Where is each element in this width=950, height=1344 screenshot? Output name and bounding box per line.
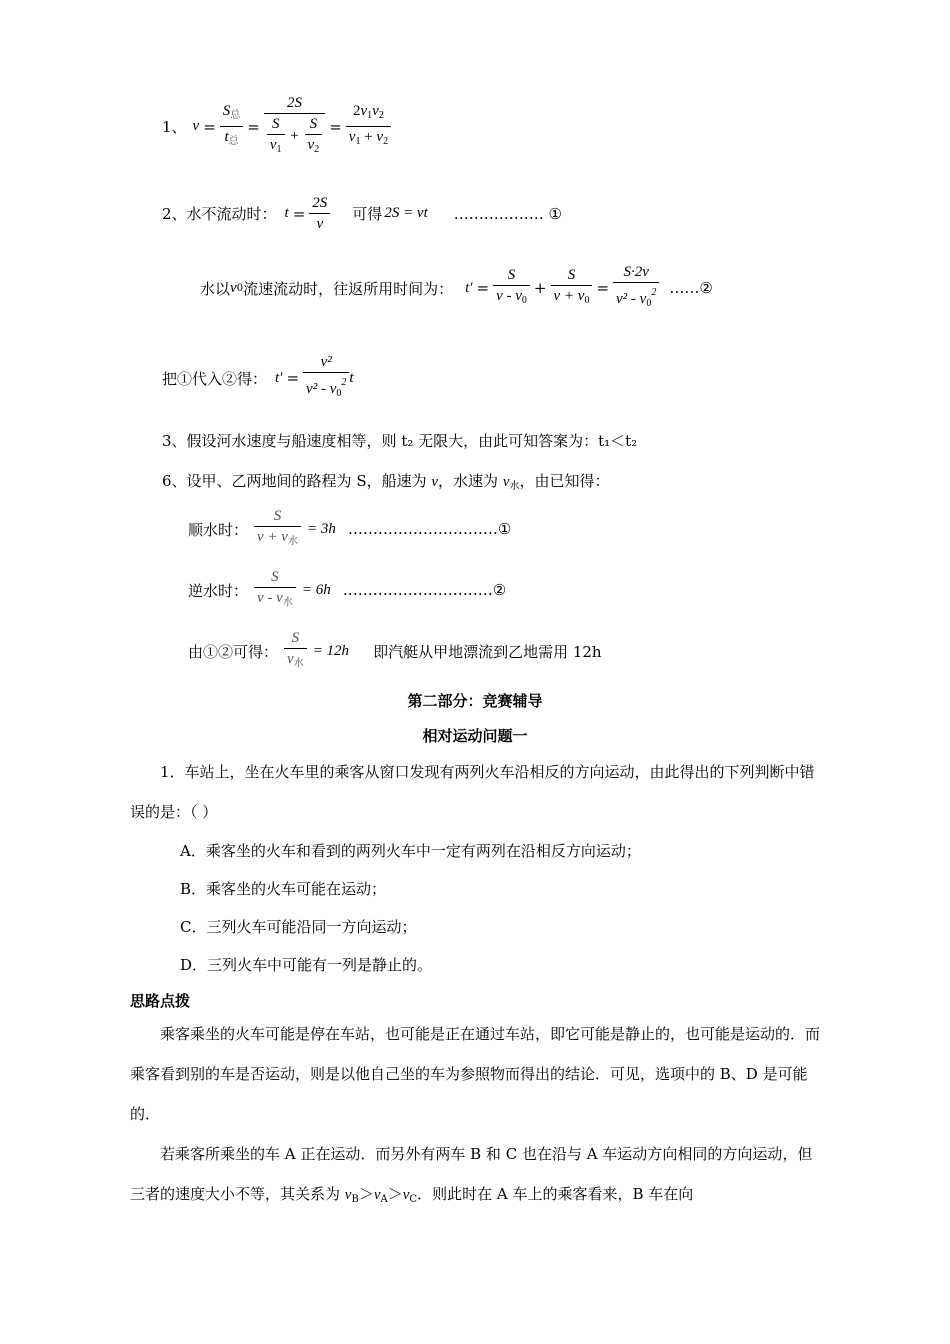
option-b: B．乘客坐的火车可能在运动； [180, 880, 387, 898]
sub-1: 1 [367, 110, 373, 121]
var-v: v [402, 1187, 410, 1203]
equation-marker-2: …………………………② [342, 581, 507, 599]
rhs: = 6h [301, 581, 331, 598]
fraction [254, 506, 301, 552]
equals: = [286, 369, 300, 387]
denominator: v² - v [306, 381, 337, 397]
fraction-2s-over-v [309, 193, 330, 234]
fraction-s-over-t [220, 101, 244, 152]
formula-2c [162, 352, 354, 404]
sub-b: B [351, 1194, 359, 1205]
text-kede: 可得 [352, 205, 383, 223]
equation-result [188, 628, 602, 674]
var-v: v [269, 137, 277, 153]
sub-1: 1 [276, 144, 282, 155]
numerator-2s: 2S [264, 93, 325, 114]
denominator: v [287, 651, 294, 667]
sub-zong: 总 [228, 136, 239, 147]
equals: = [292, 204, 306, 223]
formula-2 [162, 193, 562, 234]
sub-shui: 水 [282, 597, 293, 608]
var-v: v [192, 118, 200, 134]
formula-1 [162, 93, 391, 160]
equals: = [247, 117, 260, 136]
equation-2s-vt: 2S = vt [384, 205, 428, 221]
rhs: = 12h [312, 642, 350, 659]
gt: ＞ [358, 1185, 374, 1203]
numerator: S [254, 567, 296, 588]
sub-1: 1 [355, 136, 361, 147]
option-a: A．乘客坐的火车和看到的两列火车中一定有两列在沿相反方向运动； [180, 842, 641, 860]
question-1-stem: 1．车站上，坐在火车里的乘客从窗口发现有两列火车沿相反的方向运动，由此得出的下列判断中错误的是：（ ） [130, 763, 815, 821]
rhs: = 3h [306, 520, 336, 537]
var-t: t [284, 205, 289, 221]
text: 水以 [200, 279, 231, 298]
numerator: S [284, 628, 307, 649]
var-v: v [230, 279, 237, 296]
text: 把①代入②得： [162, 369, 268, 388]
equation-marker-1: ……………… ① [453, 204, 562, 223]
hint-title: 思路点拨 [130, 992, 191, 1010]
text: 流速流动时，往返所用时间为： [243, 279, 454, 298]
equals: = [596, 279, 610, 297]
numerator: S·2v [613, 262, 659, 283]
text: ，由已知得： [519, 472, 610, 490]
denominator: v² - v [616, 291, 647, 307]
equals: = [203, 117, 216, 136]
var-s: S [267, 114, 285, 135]
var-v: v [344, 1187, 352, 1203]
fraction-s-over-v-plus-v0 [551, 265, 593, 311]
var-t: t [349, 369, 354, 386]
fraction-2v1v2 [346, 101, 391, 152]
fraction-s2v: $\frac{S\cdot 2v}{v^2 - v_0^2}$ [613, 262, 659, 314]
numerator: S [254, 506, 301, 527]
text: ．则此时在 A 车上的乘客看来，B 车在向 [417, 1185, 694, 1203]
gt: ＞ [387, 1185, 403, 1203]
denominator: v - v [496, 288, 522, 304]
numerator: S [493, 265, 530, 286]
section-heading: 第二部分：竞赛辅导 [407, 692, 543, 710]
coef-2: 2 [353, 103, 361, 119]
sub-a: A [380, 1194, 388, 1205]
option-c: C．三列火车可能沿同一方向运动； [180, 918, 417, 936]
denominator: v + v [553, 288, 585, 304]
sub-shui: 水 [293, 658, 304, 669]
numerator: v² [303, 352, 349, 373]
equation-upstream [188, 567, 506, 613]
topic-heading: 相对运动问题一 [422, 727, 528, 745]
var-t-prime: t′ [465, 279, 473, 296]
sub-2: 2 [383, 136, 389, 147]
denominator: v + v [257, 529, 288, 545]
text: 6、设甲、乙两地间的路程为 S，船速为 [162, 472, 427, 490]
sub-c: C [409, 1194, 418, 1205]
hint-paragraph-2 [130, 1134, 820, 1220]
var-v: v [372, 103, 379, 119]
plus: + [364, 129, 373, 145]
sub-0: 0 [646, 298, 652, 309]
fraction-v2: $\frac{\text{v²}}{v^2 - v_0^2}$ [303, 352, 349, 404]
var-s: S [305, 114, 323, 135]
var-s: S [222, 103, 231, 119]
var-v: v [502, 474, 510, 490]
var-v: v [307, 137, 315, 153]
var-t: t [224, 129, 229, 145]
fraction [284, 628, 307, 674]
formula-2b: 水以 v 0 流速流动时，往返所用时间为： t′ = $\frac{S}{v - v_0}$ + $\frac{S}{v + v_0}$ = $\frac{S\cdot 2v}{v^2 - v_0^2}$ ……② [200, 262, 713, 314]
sub-zong: 总 [230, 110, 241, 121]
label: 由①②可得： [188, 642, 279, 661]
option-d: D．三列火车中可能有一列是静止的。 [180, 956, 433, 974]
fraction-2s-over-sum [264, 93, 325, 160]
var-v: v [348, 129, 356, 145]
var-v: v [373, 1187, 381, 1203]
equation-marker-1: …………………………① [347, 520, 512, 538]
item-6 [162, 470, 610, 492]
text: ，水速为 [438, 472, 499, 490]
sub-2: 2 [314, 144, 320, 155]
sub-0: 0 [236, 282, 244, 294]
sub-0: 0 [584, 295, 590, 306]
numerator: 2S [309, 193, 330, 214]
var-v: v [431, 474, 439, 490]
numerator: S [551, 265, 593, 286]
fraction-s-over-v-minus-v0 [493, 265, 530, 311]
hint-paragraph-1: 乘客乘坐的火车可能是停在车站，也可能是正在通过车站，即它可能是静止的，也可能是运动的．而乘客看到别的车是否运动，则是以他自己坐的车为参照物而得出的结论．可见，选项中的 B、D 是可能的． [130, 1025, 821, 1123]
item-number: 1、 [162, 118, 187, 136]
sub-0: 0 [521, 295, 527, 306]
equals: = [476, 279, 490, 297]
sub-shui: 水 [509, 481, 520, 492]
sub-2: 2 [378, 110, 384, 121]
var-t-prime: t′ [275, 369, 283, 386]
text: 若乘客所乘坐的车 A 正在运动．而另外有两车 B 和 C 也在沿与 A 车运动方向相同的方向运动，但三者的速度大小不等，其关系为 [130, 1145, 813, 1203]
equation-downstream [188, 506, 511, 552]
conclusion-text: 即汽艇从甲地漂流到乙地需用 12h [373, 642, 602, 661]
fraction [254, 567, 296, 613]
denominator: v [316, 216, 324, 232]
label: 顺水时： [188, 520, 249, 539]
item-label: 2、水不流动时： [162, 205, 277, 223]
equals: = [329, 117, 342, 136]
plus: + [290, 128, 299, 145]
label: 逆水时： [188, 581, 249, 600]
equation-marker-2: ……② [669, 279, 713, 297]
var-v: v [376, 129, 384, 145]
var-v: v [360, 103, 368, 119]
denominator: v - v [257, 590, 283, 606]
fraction-s-over-v2 [305, 114, 323, 160]
sub-shui: 水 [287, 536, 298, 547]
item-3: 3、假设河水速度与船速度相等，则 t₂ 无限大，由此可知答案为：t₁＜t₂ [162, 432, 638, 450]
fraction-s-over-v1 [267, 114, 285, 160]
